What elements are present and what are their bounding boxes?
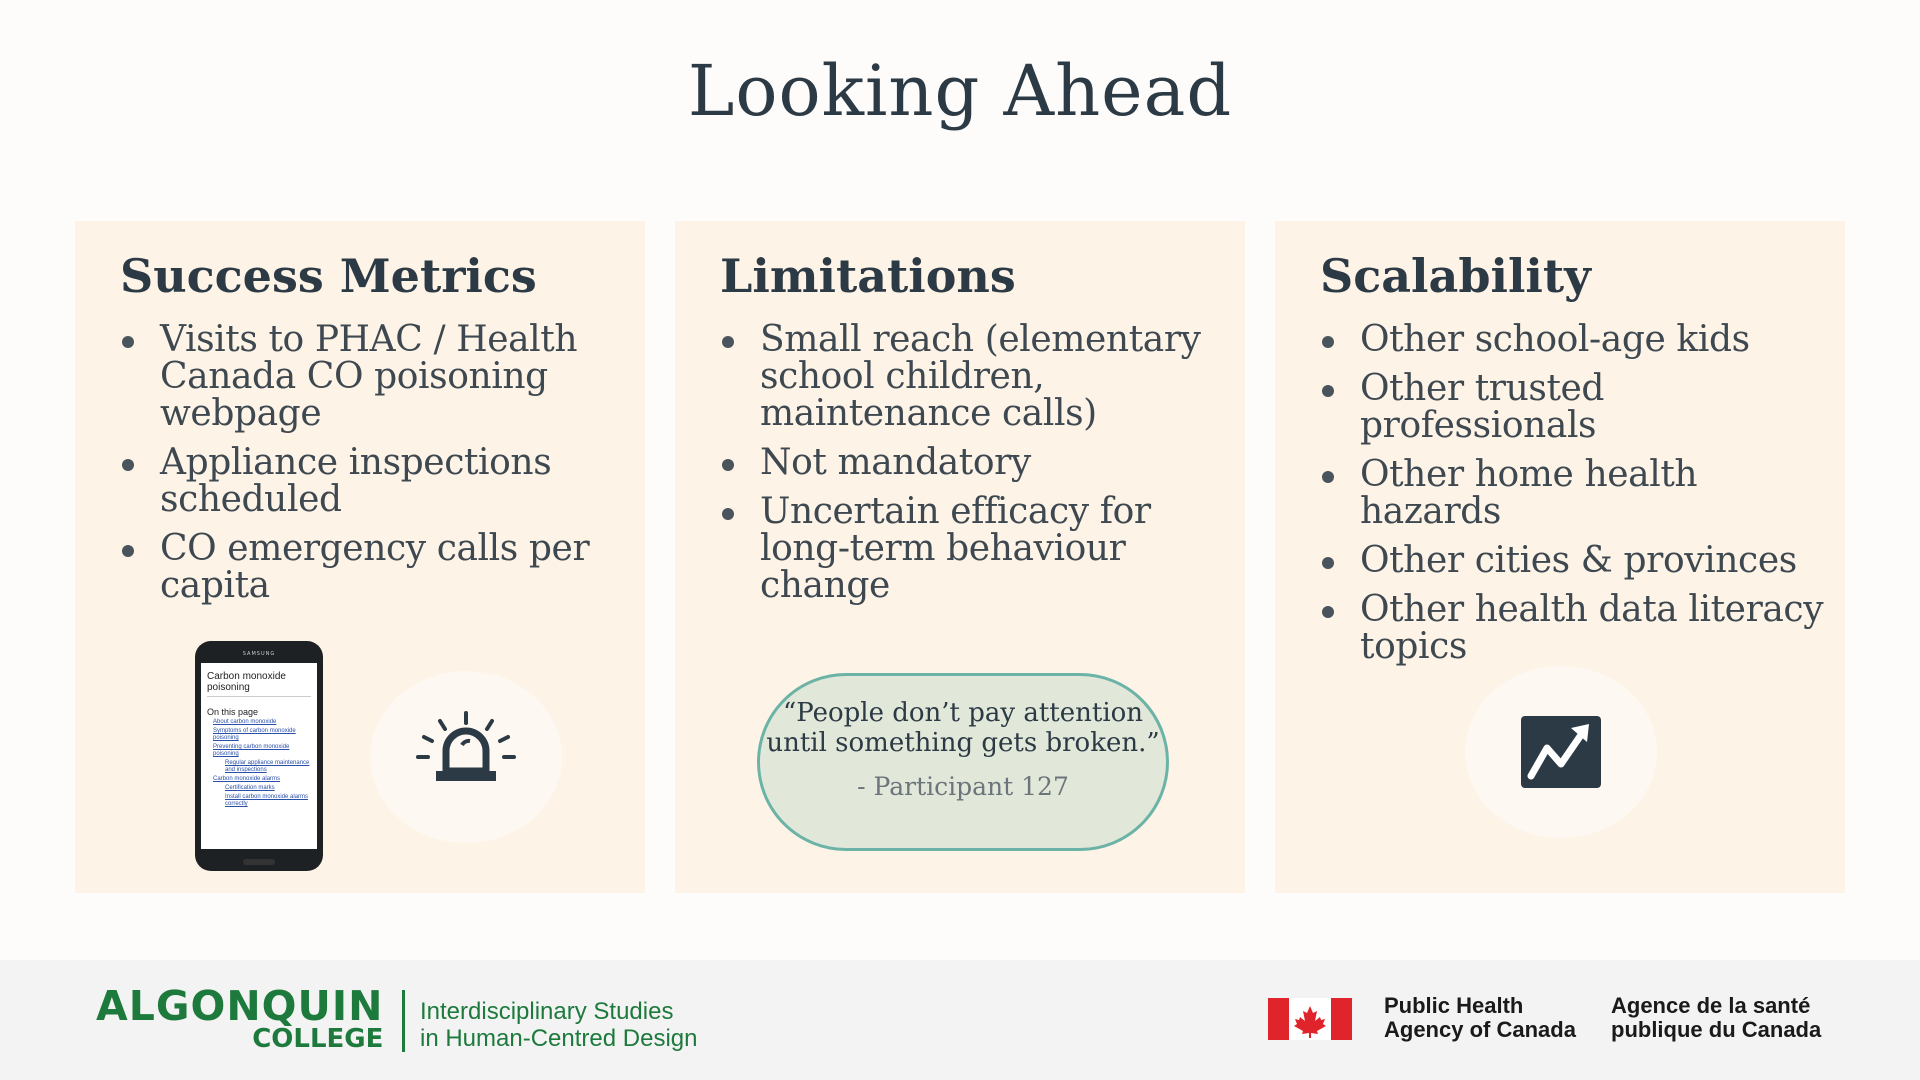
- bullet-icon: [1322, 385, 1334, 397]
- success-metrics-card: [75, 221, 645, 893]
- bullet-icon: [1322, 336, 1334, 348]
- list-item: [1320, 370, 1825, 444]
- list-item: [1320, 321, 1825, 358]
- logo-divider: [402, 990, 405, 1052]
- canada-flag-icon: [1268, 998, 1352, 1040]
- list-item: [720, 444, 1225, 481]
- list-item-text: Small reach (elementary school children, maintenance calls): [760, 319, 1201, 434]
- algonquin-college-logo: [96, 982, 384, 1054]
- phone-link: Carbon monoxide alarms: [213, 776, 281, 782]
- agency-fr-line1: Agence de la santé: [1611, 993, 1811, 1018]
- footer: [0, 960, 1920, 1080]
- agency-en-line2: Agency of Canada: [1384, 1017, 1576, 1042]
- bullet-list: [120, 321, 625, 616]
- program-line2: in Human-Centred Design: [420, 1025, 698, 1052]
- agency-name-fr: [1611, 994, 1821, 1042]
- agency-en-line1: Public Health: [1384, 993, 1524, 1018]
- bullet-icon: [122, 459, 134, 471]
- phone-sub-link: Regular appliance maintenance and inspections: [225, 760, 310, 773]
- trend-icon-circle: [1465, 666, 1657, 838]
- slide-title: Looking Ahead: [687, 50, 1233, 132]
- quote-attribution: - Participant 127: [857, 772, 1069, 801]
- bullet-icon: [722, 459, 734, 471]
- phone-image: [195, 641, 323, 871]
- phone-page-title: Carbon monoxide poisoning: [207, 671, 311, 697]
- trend-up-arrow-icon: [1465, 666, 1657, 838]
- scalability-card: [1275, 221, 1845, 893]
- list-item: [1320, 456, 1825, 530]
- phone-link: Preventing carbon monoxide poisoning: [213, 744, 290, 757]
- card-heading: Scalability: [1320, 249, 1591, 303]
- phone-link: About carbon monoxide: [213, 719, 277, 725]
- list-item: [1320, 591, 1825, 665]
- phone-link: Symptoms of carbon monoxide poisoning: [213, 728, 296, 741]
- program-line1: Interdisciplinary Studies: [420, 998, 674, 1025]
- card-heading: Limitations: [720, 249, 1016, 303]
- bullet-icon: [722, 508, 734, 520]
- list-item-text: Appliance inspections scheduled: [160, 442, 552, 520]
- phone-sub-link: Certification marks: [225, 785, 275, 791]
- participant-quote: [757, 673, 1169, 851]
- agency-name-en: [1384, 994, 1576, 1042]
- bullet-icon: [1322, 606, 1334, 618]
- college-name-line2: COLLEGE: [252, 1024, 384, 1054]
- bullet-list: [1320, 321, 1825, 677]
- alarm-siren-icon: [370, 671, 562, 843]
- card-heading: Success Metrics: [120, 249, 537, 303]
- limitations-card: [675, 221, 1245, 893]
- list-item-text: Visits to PHAC / Health Canada CO poisoning webpage: [160, 319, 578, 434]
- college-name-line1: ALGONQUIN: [96, 982, 384, 1030]
- list-item-text: Other home health hazards: [1360, 454, 1698, 532]
- bullet-icon: [1322, 557, 1334, 569]
- list-item-text: Uncertain efficacy for long-term behaviour change: [760, 491, 1151, 606]
- list-item: [1320, 542, 1825, 579]
- program-name: [420, 998, 697, 1052]
- siren-icon-circle: [370, 671, 562, 843]
- phone-screen: [201, 663, 317, 849]
- phone-brand: SAMSUNG: [242, 651, 276, 657]
- bullet-icon: [122, 336, 134, 348]
- list-item: [720, 493, 1225, 604]
- bullet-icon: [722, 336, 734, 348]
- list-item: [120, 444, 625, 518]
- list-item-text: Other cities & provinces: [1360, 540, 1797, 581]
- bullet-icon: [1322, 471, 1334, 483]
- list-item-text: Not mandatory: [760, 442, 1031, 483]
- list-item-text: CO emergency calls per capita: [160, 528, 590, 606]
- list-item: [120, 321, 625, 432]
- list-item-text: Other school-age kids: [1360, 319, 1750, 360]
- list-item-text: Other health data literacy topics: [1360, 589, 1824, 667]
- bullet-list: [720, 321, 1225, 616]
- phone-home-bar: [243, 859, 275, 865]
- bullet-icon: [122, 545, 134, 557]
- list-item: [120, 530, 625, 604]
- phone-sub-link: Install carbon monoxide alarms correctly: [225, 794, 309, 807]
- quote-text: “People don’t pay attention until something gets broken.”: [766, 698, 1160, 758]
- phone-section-label: On this page: [207, 707, 259, 717]
- agency-fr-line2: publique du Canada: [1611, 1017, 1822, 1042]
- list-item: [720, 321, 1225, 432]
- list-item-text: Other trusted professionals: [1360, 368, 1605, 446]
